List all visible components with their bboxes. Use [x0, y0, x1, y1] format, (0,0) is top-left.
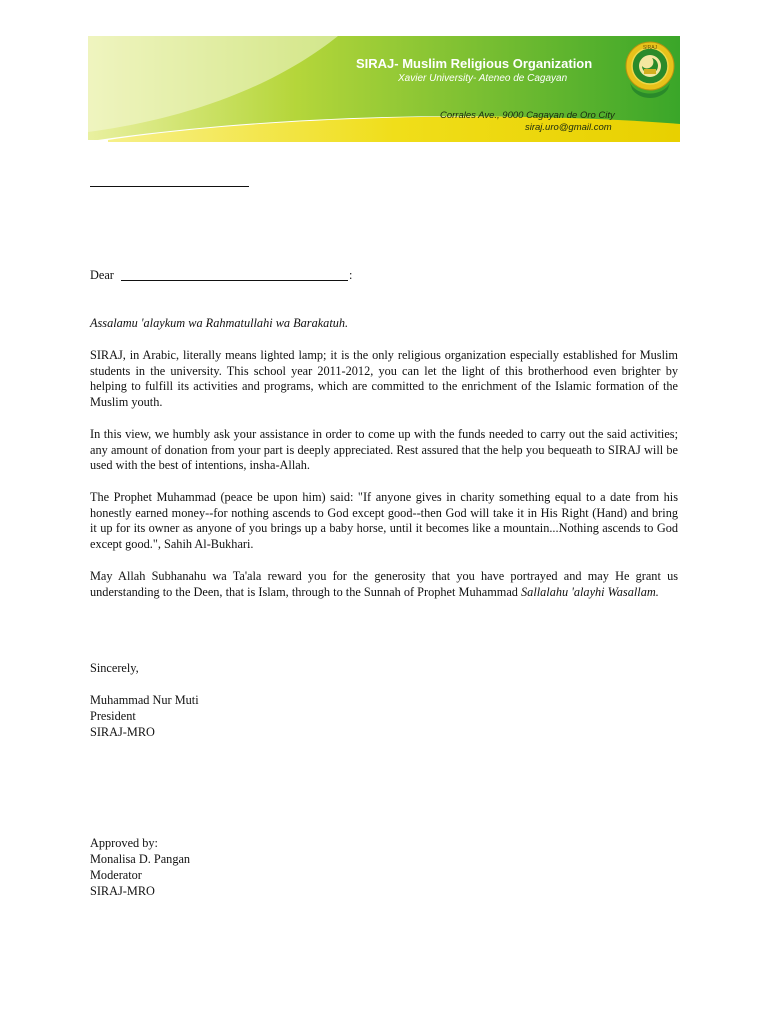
- signatory-title: President: [90, 709, 136, 723]
- greeting-colon: :: [349, 268, 353, 282]
- paragraph-siraj-meaning: SIRAJ, in Arabic, literally means lighted lamp; it is the only religious organization especially established for Muslim students in the university. This school year 2011-2012, you can let the light of this brotherhood even brighter by helping to fulfill its activities and programs, which are committed to the enrichment of the Islamic formation of the Muslim youth.: [90, 348, 678, 410]
- signoff: Sincerely,: [90, 661, 139, 675]
- letterhead: [88, 36, 680, 142]
- signatory-name: Muhammad Nur Muti: [90, 693, 199, 707]
- closing-italic-tail: Sallalahu 'alayhi Wasallam.: [521, 584, 659, 599]
- svg-text:SIRAJ: SIRAJ: [642, 45, 658, 51]
- signatory-org: SIRAJ-MRO: [90, 725, 155, 739]
- org-address: Corrales Ave., 9000 Cagayan de Oro City: [440, 110, 615, 121]
- org-university: Xavier University- Ateneo de Cagayan: [398, 73, 568, 84]
- closing-text: May Allah Subhanahu wa Ta'ala reward you for the generosity that you have portrayed and may He grant us understanding to the Deen, that is Islam, through to the Sunnah of Prophet Muhammad: [90, 569, 678, 599]
- org-email: siraj.uro@gmail.com: [525, 122, 612, 133]
- approver-name: Monalisa D. Pangan: [90, 852, 191, 866]
- greeting-name-line[interactable]: [121, 280, 348, 281]
- approver-org: SIRAJ-MRO: [90, 884, 155, 898]
- approval-label: Approved by:: [90, 836, 158, 850]
- paragraph-closing-prayer: [90, 569, 678, 600]
- paragraph-assistance-request: In this view, we humbly ask your assistance in order to come up with the funds needed to carry out the said activities; any amount of donation from your part is deeply appreciated. Rest assured that the help you bequeath to SIRAJ will be used with the best of intentions, insha-Allah.: [90, 427, 678, 473]
- approver-title: Moderator: [90, 868, 142, 882]
- org-name: SIRAJ- Muslim Religious Organization: [356, 56, 593, 71]
- salutation: Assalamu 'alaykum wa Rahmatullahi wa Barakatuh.: [90, 316, 349, 330]
- recipient-name-line[interactable]: [90, 186, 249, 187]
- paragraph-hadith: The Prophet Muhammad (peace be upon him) said: "If anyone gives in charity something equal to a date from his honestly earned money--for nothing ascends to God except good--then God will take it in His Right (Hand) and bring it up for its owner as anyone of you brings up a baby horse, until it becomes like a mountain...Nothing ascends to God except good.", Sahih Al-Bukhari.: [90, 490, 678, 552]
- seal-logo: [624, 39, 676, 101]
- greeting-prefix: Dear: [90, 268, 114, 282]
